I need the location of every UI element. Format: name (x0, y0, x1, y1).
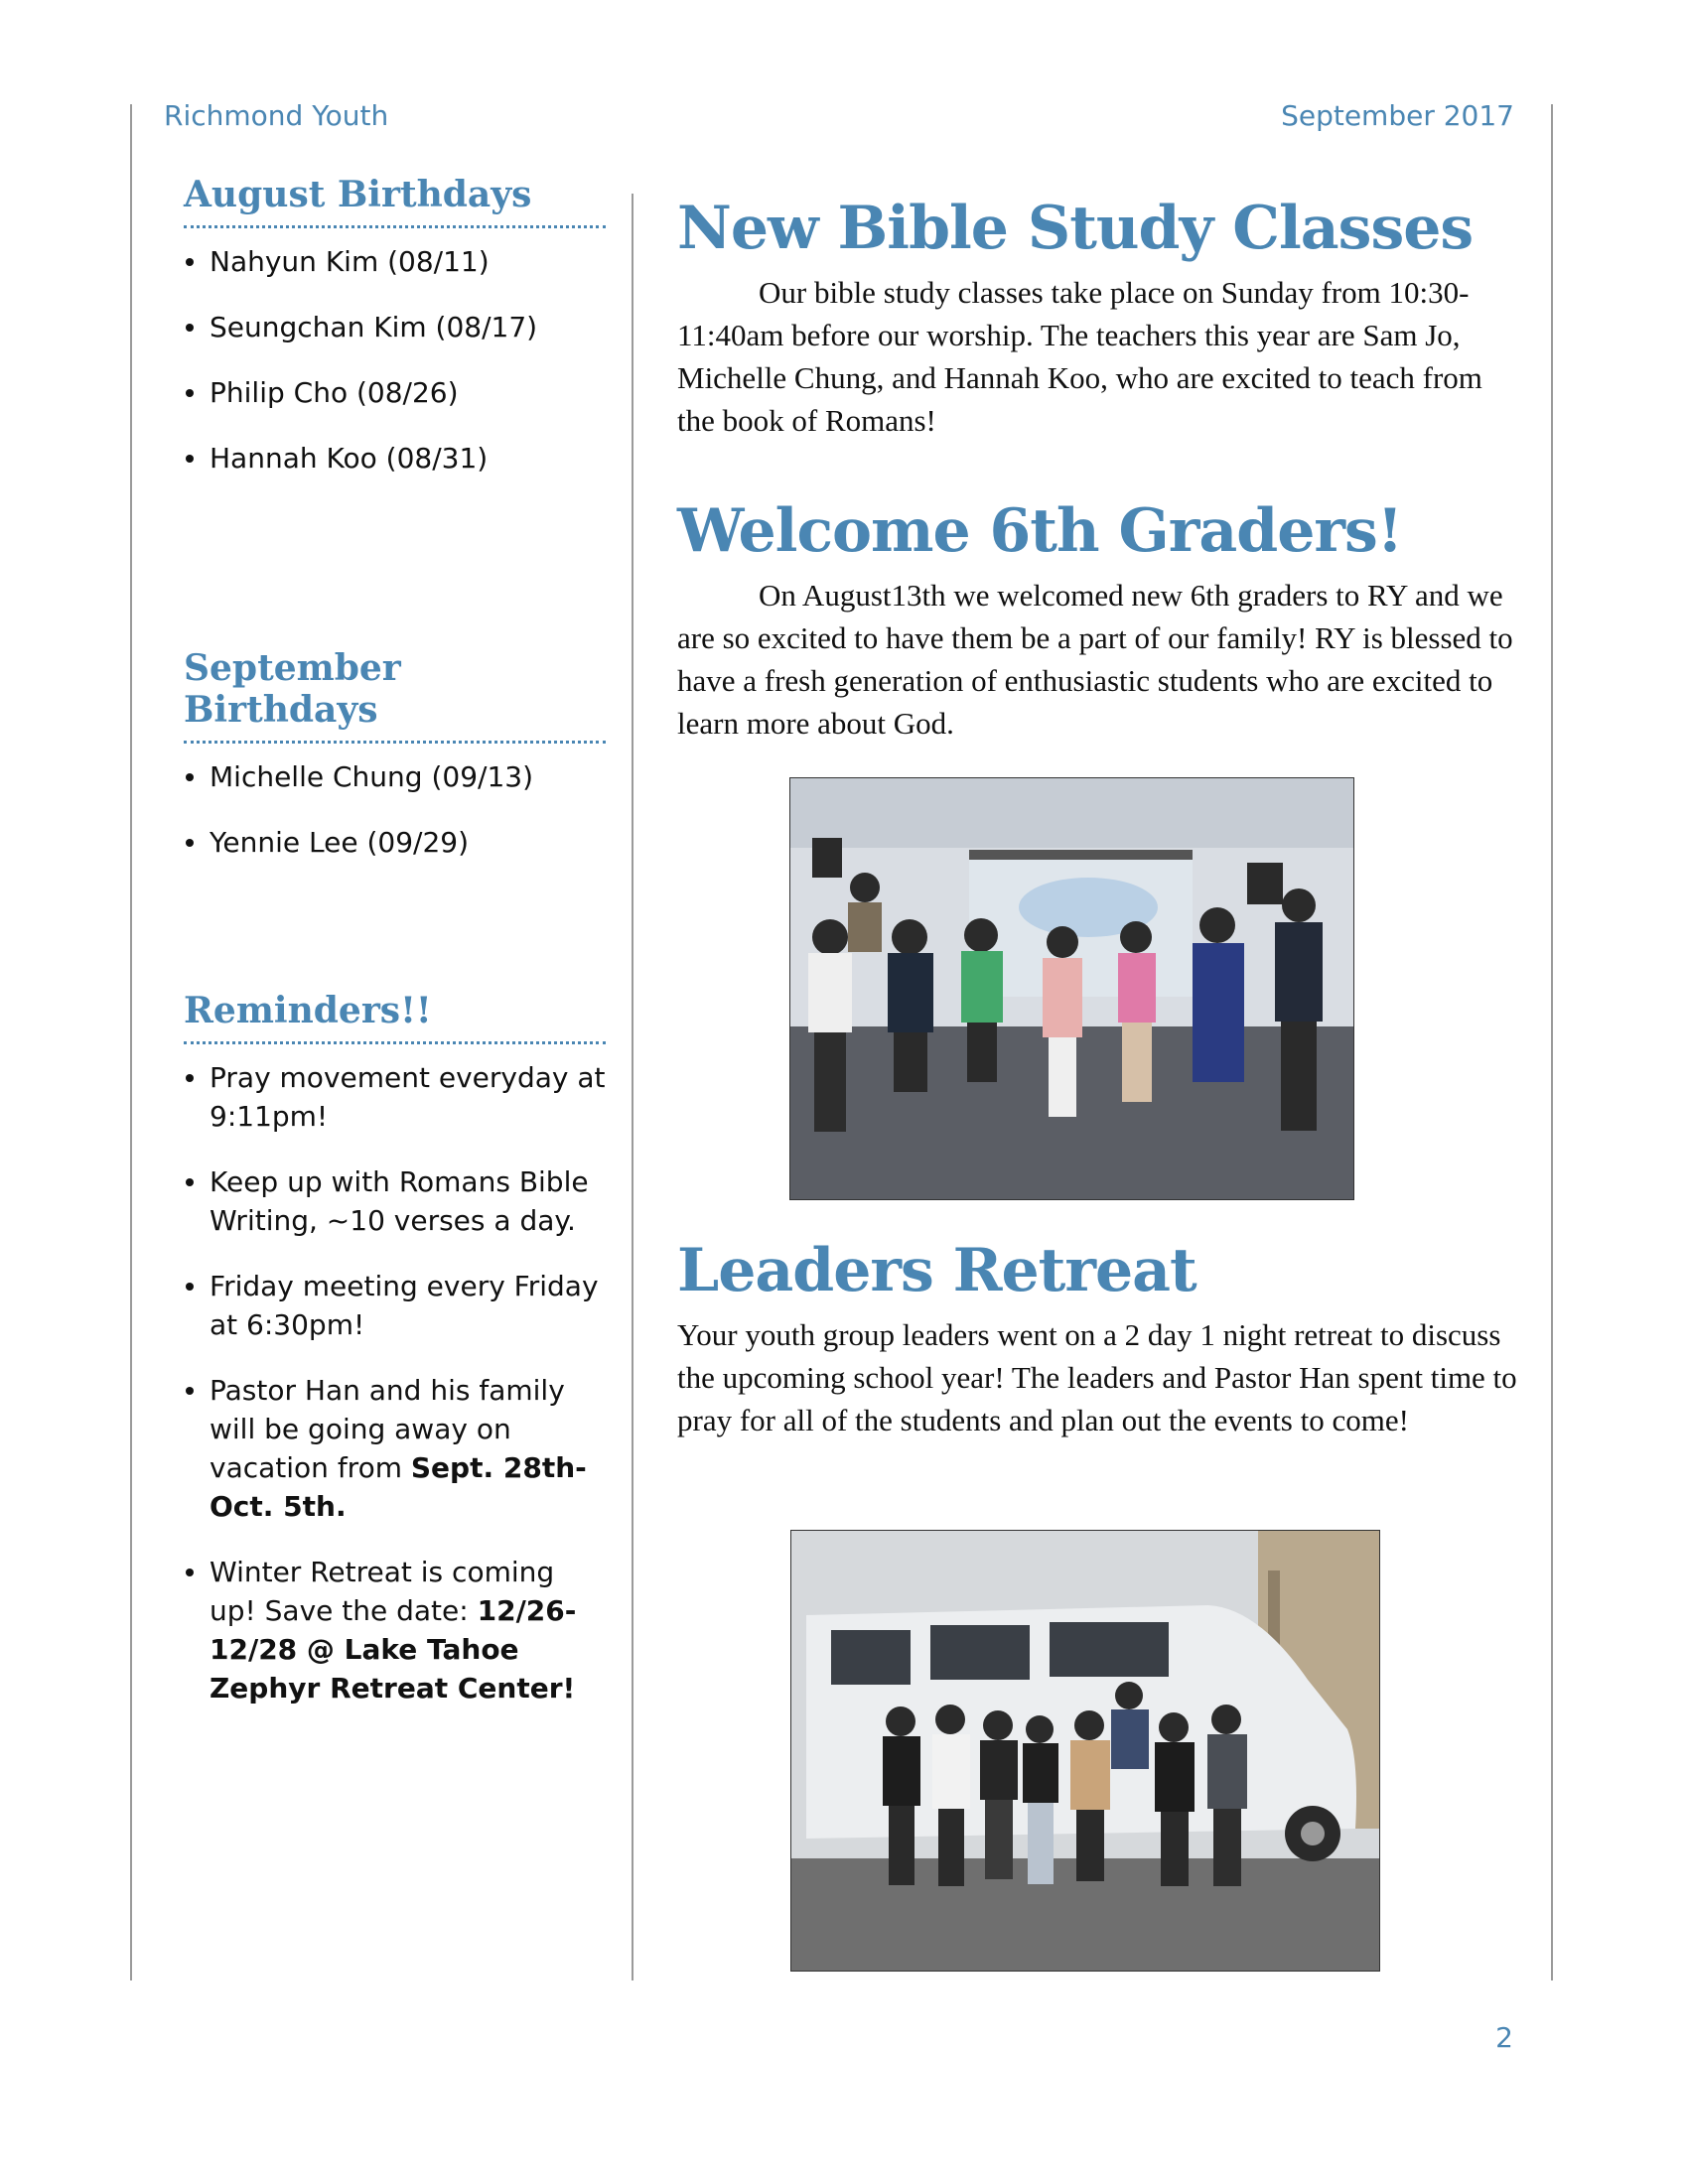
august-birthdays-section (184, 174, 606, 504)
list-item: Michelle Chung (09/13) (184, 757, 606, 796)
bible-study-article (677, 194, 1521, 442)
list-item: Winter Retreat is coming up! Save the date: 12/26-12/28 @ Lake Tahoe Zephyr Retreat Center! (184, 1553, 606, 1707)
september-birthdays-section (184, 647, 606, 888)
bible-study-heading: New Bible Study Classes (677, 194, 1474, 263)
welcome-heading: Welcome 6th Graders! (677, 496, 1403, 566)
winter-retreat-details: 12/26-12/28 @ Lake Tahoe Zephyr Retreat Center! (210, 1594, 577, 1705)
august-birthdays-list (184, 242, 606, 478)
september-birthdays-heading: September Birthdays (184, 647, 606, 744)
page-number: 2 (1495, 2021, 1513, 2054)
left-margin-rule (130, 104, 132, 1980)
list-item: Hannah Koo (08/31) (184, 439, 606, 478)
header-issue-date: September 2017 (1281, 99, 1514, 132)
leaders-retreat-heading: Leaders Retreat (677, 1236, 1196, 1305)
sixth-graders-photo (789, 777, 1354, 1200)
reminders-heading: Reminders!! (184, 990, 606, 1044)
september-birthdays-list (184, 757, 606, 862)
list-item: Keep up with Romans Bible Writing, ~10 verses a day. (184, 1162, 606, 1240)
vacation-dates: Sept. 28th-Oct. 5th. (210, 1451, 587, 1523)
list-item: Seungchan Kim (08/17) (184, 308, 606, 346)
leaders-retreat-article (677, 1236, 1521, 1441)
list-item: Yennie Lee (09/29) (184, 823, 606, 862)
list-item: Friday meeting every Friday at 6:30pm! (184, 1267, 606, 1344)
list-item: Pray movement everyday at 9:11pm! (184, 1058, 606, 1136)
leaders-retreat-photo-image (791, 1531, 1379, 1971)
reminders-section (184, 990, 606, 1734)
welcome-body: On August13th we welcomed new 6th graders to RY and we are so excited to have them be a part of our family! RY is blessed to have a fresh generation of enthusiastic students who are excited to learn more about God. (677, 578, 1513, 741)
right-margin-rule (1551, 104, 1553, 1980)
leaders-retreat-body: Your youth group leaders went on a 2 day 1 night retreat to discuss the upcoming school year! The leaders and Pastor Han spent time to pray for all of the students and plan out the events to come! (677, 1317, 1517, 1437)
list-item: Pastor Han and his family will be going away on vacation from Sept. 28th-Oct. 5th. (184, 1371, 606, 1526)
column-divider (632, 194, 633, 1980)
welcome-article (677, 496, 1521, 745)
august-birthdays-heading: August Birthdays (184, 174, 606, 228)
sixth-graders-photo-image (790, 778, 1353, 1199)
bible-study-body: Our bible study classes take place on Sunday from 10:30-11:40am before our worship. The teachers this year are Sam Jo, Michelle Chung, and Hannah Koo, who are excited to teach from the book of Romans! (677, 275, 1482, 438)
leaders-retreat-photo (790, 1530, 1380, 1972)
list-item: Philip Cho (08/26) (184, 373, 606, 412)
list-item: Nahyun Kim (08/11) (184, 242, 606, 281)
reminders-list (184, 1058, 606, 1707)
header-publication-name: Richmond Youth (164, 99, 389, 132)
